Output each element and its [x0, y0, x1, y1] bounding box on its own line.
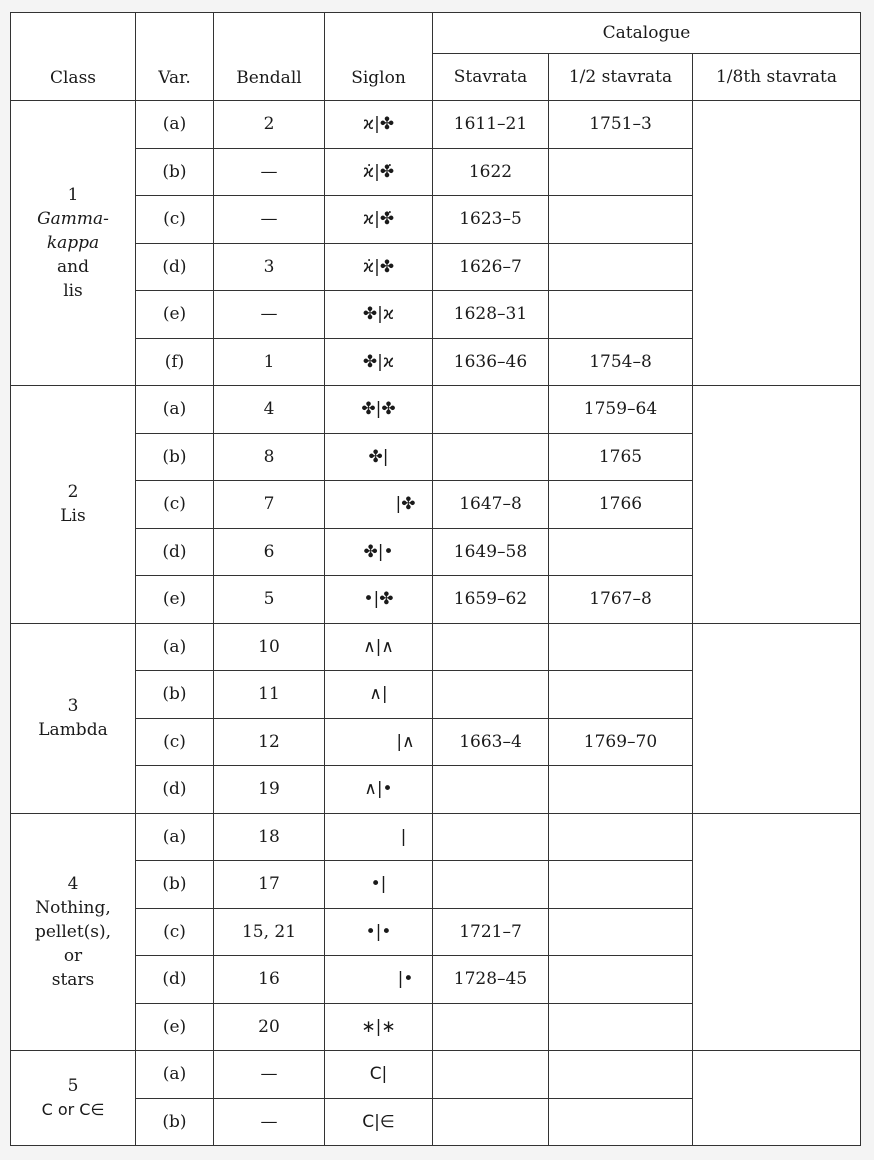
class-name-line: Lis — [60, 506, 86, 527]
eighth-stavrata-cell — [693, 386, 861, 624]
half-stavrata-cell — [549, 813, 693, 861]
var-cell: (a) — [136, 623, 214, 671]
stavrata-cell — [433, 386, 549, 434]
class-number: 2 — [67, 482, 79, 503]
siglon-cell: ✤|ϰ — [325, 291, 433, 339]
bendall-cell: — — [214, 1098, 325, 1146]
bendall-cell: 1 — [214, 338, 325, 386]
siglon-cell: | — [325, 813, 433, 861]
class-name-line: kappa — [46, 233, 100, 253]
bendall-cell: 5 — [214, 576, 325, 624]
var-cell: (d) — [136, 243, 214, 291]
siglon-cell: •| — [325, 861, 433, 909]
siglon-cell: |∧ — [325, 718, 433, 766]
half-stavrata-cell — [549, 243, 693, 291]
stavrata-cell: 1721–7 — [433, 908, 549, 956]
header-eighth-stavrata: 1/8th stavrata — [693, 54, 861, 101]
class-number: 1 — [67, 185, 79, 205]
bendall-cell: 3 — [214, 243, 325, 291]
half-stavrata-cell — [549, 766, 693, 814]
half-stavrata-cell — [549, 291, 693, 339]
stavrata-cell: 1659–62 — [433, 576, 549, 624]
half-stavrata-cell — [549, 671, 693, 719]
siglon-cell: ∗|∗ — [325, 1003, 433, 1051]
stavrata-cell: 1636–46 — [433, 338, 549, 386]
var-cell: (a) — [136, 386, 214, 434]
stavrata-cell: 1611–21 — [433, 101, 549, 149]
siglon-cell: |• — [325, 956, 433, 1004]
siglon-cell: ϰ|✤̇ — [325, 196, 433, 244]
stavrata-cell: 1626–7 — [433, 243, 549, 291]
bendall-cell: — — [214, 148, 325, 196]
bendall-cell: 6 — [214, 528, 325, 576]
bendall-cell: 8 — [214, 433, 325, 481]
siglon-cell: C| — [325, 1051, 433, 1099]
header-half-stavrata: 1/2 stavrata — [549, 54, 693, 101]
var-cell: (b) — [136, 148, 214, 196]
eighth-stavrata-cell — [693, 623, 861, 813]
siglon-cell: ✤|ϰ — [325, 338, 433, 386]
var-cell: (c) — [136, 908, 214, 956]
var-cell: (d) — [136, 766, 214, 814]
stavrata-cell — [433, 766, 549, 814]
half-stavrata-cell — [549, 1098, 693, 1146]
stavrata-cell: 1663–4 — [433, 718, 549, 766]
half-stavrata-cell — [549, 956, 693, 1004]
header-var: Var. — [136, 13, 214, 101]
siglon-cell: ϰ̇|✤ — [325, 243, 433, 291]
half-stavrata-cell — [549, 528, 693, 576]
half-stavrata-cell — [549, 623, 693, 671]
bendall-cell: 19 — [214, 766, 325, 814]
class-name-line: or — [63, 945, 83, 966]
siglon-cell: ∧|• — [325, 766, 433, 814]
class-number: 4 — [67, 873, 79, 894]
stavrata-cell: 1728–45 — [433, 956, 549, 1004]
var-cell: (e) — [136, 1003, 214, 1051]
half-stavrata-cell: 1769–70 — [549, 718, 693, 766]
siglon-cell: ϰ|✤ — [325, 101, 433, 149]
var-cell: (c) — [136, 196, 214, 244]
class-number: 3 — [67, 696, 79, 716]
var-cell: (b) — [136, 433, 214, 481]
stavrata-cell: 1628–31 — [433, 291, 549, 339]
bendall-cell: — — [214, 1051, 325, 1099]
class-name-line: stars — [51, 969, 95, 990]
var-cell: (e) — [136, 576, 214, 624]
half-stavrata-cell: 1751–3 — [549, 101, 693, 149]
bendall-cell: 7 — [214, 481, 325, 529]
header-catalogue: Catalogue — [433, 13, 861, 54]
bendall-cell: 20 — [214, 1003, 325, 1051]
header-class: Class — [11, 13, 136, 101]
var-cell: (c) — [136, 481, 214, 529]
class-cell-1 — [11, 101, 136, 386]
half-stavrata-cell: 1767–8 — [549, 576, 693, 624]
siglon-cell: ϰ̇|✤̇ — [325, 148, 433, 196]
bendall-cell: — — [214, 196, 325, 244]
half-stavrata-cell — [549, 861, 693, 909]
var-cell: (d) — [136, 528, 214, 576]
bendall-cell: 11 — [214, 671, 325, 719]
catalogue-table — [10, 12, 861, 1146]
siglon-cell: ∧| — [325, 671, 433, 719]
half-stavrata-cell — [549, 1051, 693, 1099]
stavrata-cell: 1623–5 — [433, 196, 549, 244]
siglon-cell: C|∈ — [325, 1098, 433, 1146]
var-cell: (b) — [136, 1098, 214, 1146]
eighth-stavrata-cell — [693, 813, 861, 1051]
bendall-cell: 12 — [214, 718, 325, 766]
half-stavrata-cell — [549, 908, 693, 956]
class-cell-5 — [11, 1051, 136, 1146]
half-stavrata-cell — [549, 148, 693, 196]
siglon-cell: •|• — [325, 908, 433, 956]
half-stavrata-cell: 1759–64 — [549, 386, 693, 434]
siglon-cell: ∧|∧ — [325, 623, 433, 671]
siglon-cell: |✤ — [325, 481, 433, 529]
siglon-cell: ✤| — [325, 433, 433, 481]
class-name-line: and — [57, 257, 89, 277]
half-stavrata-cell: 1766 — [549, 481, 693, 529]
class-cell-2 — [11, 386, 136, 624]
stavrata-cell — [433, 813, 549, 861]
bendall-cell: — — [214, 291, 325, 339]
siglon-cell: •|✤ — [325, 576, 433, 624]
var-cell: (b) — [136, 861, 214, 909]
class-name-line: C or C∈ — [41, 1100, 105, 1119]
siglon-cell: ✤|• — [325, 528, 433, 576]
class-cell-4 — [11, 813, 136, 1051]
class-name-line: Gamma- — [37, 209, 109, 229]
header-siglon: Siglon — [325, 13, 433, 101]
class-cell-3 — [11, 623, 136, 813]
half-stavrata-cell — [549, 1003, 693, 1051]
stavrata-cell: 1622 — [433, 148, 549, 196]
siglon-cell: ✤|✤ — [325, 386, 433, 434]
var-cell: (a) — [136, 101, 214, 149]
stavrata-cell: 1647–8 — [433, 481, 549, 529]
eighth-stavrata-cell — [693, 1051, 861, 1146]
bendall-cell: 18 — [214, 813, 325, 861]
bendall-cell: 2 — [214, 101, 325, 149]
var-cell: (f) — [136, 338, 214, 386]
stavrata-cell — [433, 861, 549, 909]
var-cell: (c) — [136, 718, 214, 766]
stavrata-cell — [433, 1003, 549, 1051]
stavrata-cell — [433, 623, 549, 671]
class-number: 5 — [67, 1076, 79, 1096]
bendall-cell: 10 — [214, 623, 325, 671]
half-stavrata-cell: 1754–8 — [549, 338, 693, 386]
stavrata-cell — [433, 671, 549, 719]
header-stavrata: Stavrata — [433, 54, 549, 101]
class-name-line: lis — [63, 281, 83, 301]
stavrata-cell — [433, 433, 549, 481]
bendall-cell: 4 — [214, 386, 325, 434]
var-cell: (a) — [136, 1051, 214, 1099]
stavrata-cell: 1649–58 — [433, 528, 549, 576]
var-cell: (b) — [136, 671, 214, 719]
var-cell: (a) — [136, 813, 214, 861]
class-name-line: pellet(s), — [34, 921, 112, 942]
class-name-line: Nothing, — [35, 897, 111, 918]
bendall-cell: 16 — [214, 956, 325, 1004]
var-cell: (e) — [136, 291, 214, 339]
stavrata-cell — [433, 1051, 549, 1099]
header-bendall: Bendall — [214, 13, 325, 101]
stavrata-cell — [433, 1098, 549, 1146]
bendall-cell: 15, 21 — [214, 908, 325, 956]
eighth-stavrata-cell — [693, 101, 861, 386]
class-name-line: Lambda — [38, 720, 108, 740]
bendall-cell: 17 — [214, 861, 325, 909]
var-cell: (d) — [136, 956, 214, 1004]
half-stavrata-cell: 1765 — [549, 433, 693, 481]
half-stavrata-cell — [549, 196, 693, 244]
